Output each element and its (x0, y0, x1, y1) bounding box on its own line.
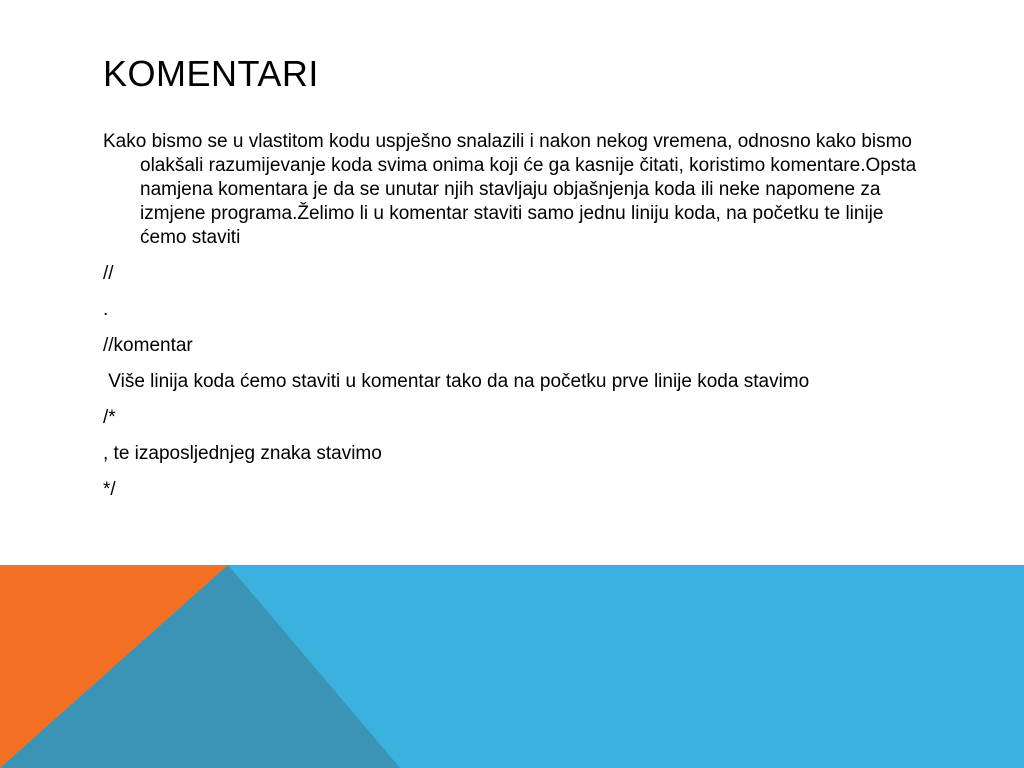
multi-line-paragraph: Više linija koda ćemo staviti u komentar tako da na početku prve linije koda stavimo (103, 371, 810, 392)
closing-paragraph: , te izaposljednjeg znaka stavimo (103, 443, 382, 464)
multi-line-close-symbol: */ (103, 479, 116, 500)
single-line-comment-symbol: // (103, 263, 114, 284)
intro-paragraph: Kako bismo se u vlastitom kodu uspješno snalazili i nakon nekog vremena, odnosno kako bismo olakšali razumijevanje koda svima onima koji će ga kasnije čitati, koristimo komentare.Opsta namjena komentara je da se unutar njih stavljaju objašnjenja koda ili neke napomene za izmjene programa.Želimo li u komentar staviti samo jednu liniju koda, na početku te linije ćemo staviti (103, 131, 917, 248)
slide-body (103, 130, 923, 514)
period-line: . (103, 299, 109, 320)
decorative-footer-shapes (0, 565, 1024, 768)
slide-title: KOMENTARI (103, 53, 319, 94)
comment-example: //komentar (103, 335, 193, 356)
multi-line-open-symbol: /* (103, 407, 116, 428)
